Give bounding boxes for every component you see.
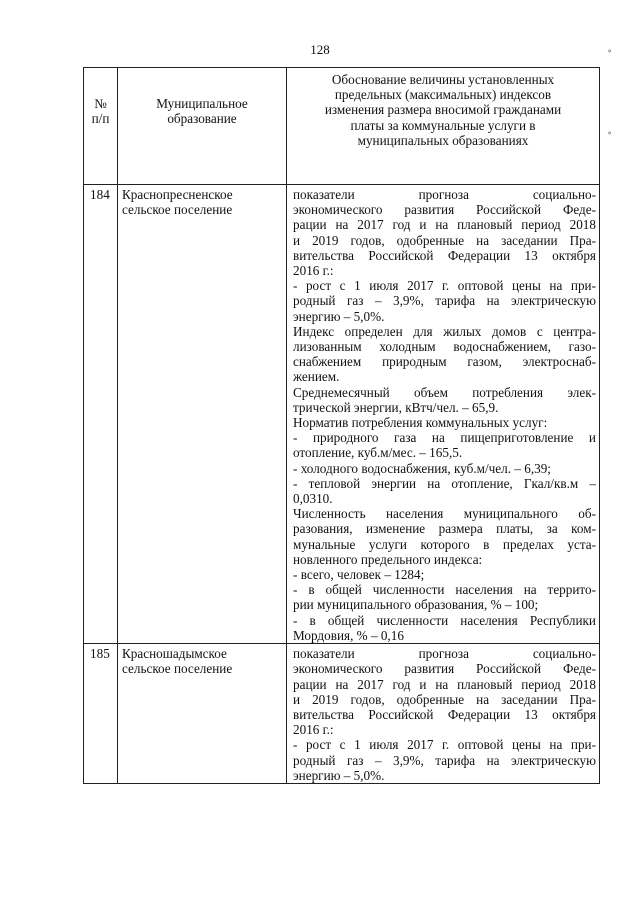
- justification-line: 2016 г.:: [293, 263, 334, 279]
- justification-line: 2016 г.:: [293, 722, 334, 738]
- header-justification-line: платы за коммунальные услуги в: [350, 117, 536, 133]
- header-justification: [287, 68, 600, 185]
- justification-line: разования, изменение размера платы, за ком-: [293, 521, 596, 537]
- header-number: [84, 68, 118, 185]
- scan-mark: ∘: [607, 128, 612, 139]
- justification-line: и 2019 годов, одобренные на заседании Пра-: [293, 691, 596, 707]
- justification-line: жением.: [293, 369, 340, 385]
- table-row: [84, 644, 600, 784]
- header-justification-line: предельных (максимальных) индексов: [334, 87, 552, 103]
- municipality-line: сельское поселение: [122, 202, 233, 218]
- justification-line: Среднемесячный объем потребления элек-: [293, 384, 596, 400]
- header-justification-line: изменения размера вносимой гражданами: [324, 102, 562, 118]
- header-number-line: №: [94, 96, 107, 111]
- header-number-line: п/п: [91, 111, 110, 127]
- justification-line: рации на 2017 год и на плановый период 2018: [293, 676, 596, 692]
- justification-line: - рост с 1 июля 2017 г. оптовой цены на при-: [293, 737, 596, 753]
- justification-line: рации на 2017 год и на плановый период 2018: [293, 217, 596, 233]
- page-number: 128: [310, 42, 330, 57]
- justification-line: - всего, человек – 1284;: [293, 567, 425, 583]
- justification-line: Индекс определен для жилых домов с центра-: [293, 323, 596, 339]
- table-row: [84, 185, 600, 644]
- municipality-line: сельское поселение: [122, 661, 233, 677]
- indices-table: [83, 67, 600, 784]
- justification-line: показатели прогноза социально-: [293, 187, 596, 202]
- row-justification: [287, 644, 600, 784]
- justification-line: родный газ – 3,9%, тарифа на электрическую: [293, 752, 596, 768]
- justification-line: - природного газа на пищеприготовление и: [293, 430, 596, 446]
- justification-line: 0,0310.: [293, 491, 333, 507]
- justification-line: экономического развития Российской Феде-: [293, 661, 596, 677]
- municipality-line: Красношадымское: [122, 646, 227, 662]
- justification-line: родный газ – 3,9%, тарифа на электрическую: [293, 293, 596, 309]
- justification-line: отопление, куб.м/мес. – 165,5.: [293, 445, 463, 461]
- justification-line: энергию – 5,0%.: [293, 767, 385, 783]
- justification-line: снабжением природным газом, электроснаб-: [293, 354, 596, 370]
- header-justification-line: Обоснование величины установленных: [331, 72, 555, 87]
- justification-line: рии муниципального образования, % – 100;: [293, 597, 539, 613]
- scan-mark: ∘: [607, 46, 612, 57]
- justification-line: Численность населения муниципального об-: [293, 506, 596, 522]
- justification-line: вительства Российской Федерации 13 октября: [293, 706, 596, 722]
- justification-line: вительства Российской Федерации 13 октября: [293, 247, 596, 263]
- justification-line: - тепловой энергии на отопление, Гкал/кв.м –: [293, 475, 596, 491]
- justification-line: - холодного водоснабжения, куб.м/чел. – 6,39;: [293, 460, 551, 476]
- header-justification-line: муниципальных образованиях: [357, 132, 529, 148]
- justification-line: трической энергии, кВтч/чел. – 65,9.: [293, 399, 499, 415]
- justification-line: - рост с 1 июля 2017 г. оптовой цены на при-: [293, 278, 596, 294]
- justification-line: экономического развития Российской Феде-: [293, 202, 596, 218]
- justification-line: мунальные услуги которого в пределах уста-: [293, 536, 596, 552]
- header-municipality-line: Муниципальное: [156, 96, 248, 111]
- row-municipality: [118, 185, 287, 644]
- justification-line: показатели прогноза социально-: [293, 646, 596, 662]
- justification-line: Норматив потребления коммунальных услуг:: [293, 415, 548, 431]
- row-number: 185: [84, 644, 118, 784]
- table-header-row: [84, 68, 600, 185]
- justification-line: новленного предельного индекса:: [293, 551, 483, 567]
- header-municipality: [118, 68, 287, 185]
- row-number: 184: [84, 185, 118, 644]
- justification-line: и 2019 годов, одобренные на заседании Пра-: [293, 232, 596, 248]
- row-municipality: [118, 644, 287, 784]
- header-municipality-line: образование: [167, 111, 237, 127]
- row-justification: [287, 185, 600, 644]
- municipality-line: Краснопресненское: [122, 187, 233, 202]
- justification-line: лизованным холодным водоснабжением, газо-: [293, 339, 596, 355]
- justification-line: энергию – 5,0%.: [293, 308, 385, 324]
- justification-line: - в общей численности населения Республики: [293, 612, 596, 628]
- justification-line: Мордовия, % – 0,16: [293, 627, 404, 643]
- justification-line: - в общей численности населения на террито-: [293, 582, 596, 598]
